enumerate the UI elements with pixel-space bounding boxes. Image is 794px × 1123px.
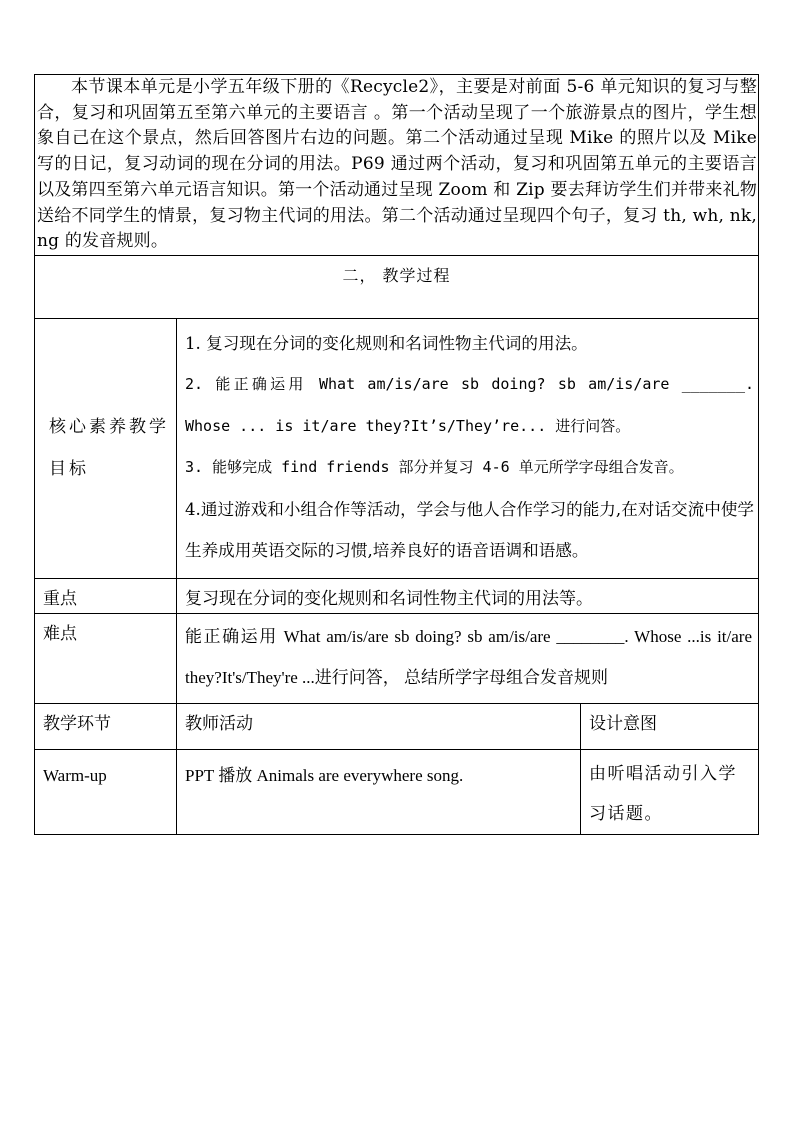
intro-cell bbox=[35, 75, 759, 256]
header-design-intent: 设计意图 bbox=[581, 703, 759, 749]
section-title-cell bbox=[35, 255, 759, 318]
objective-item: 1. 复习现在分词的变化规则和名词性物主代词的用法。 bbox=[185, 333, 588, 353]
table-row bbox=[35, 749, 759, 834]
lesson-plan-table bbox=[34, 74, 759, 835]
objective-item: 4.通过游戏和小组合作等活动，学会与他人合作学习的能力,在对话交流中使学生养成用英语交际的习惯,培养良好的语音语调和语感。 bbox=[185, 499, 755, 561]
header-teacher-activity: 教师活动 bbox=[177, 703, 581, 749]
header-stage: 教学环节 bbox=[35, 703, 177, 749]
activity-cell: PPT 播放 Animals are everywhere song. bbox=[177, 749, 581, 834]
difficulties-row bbox=[35, 613, 759, 703]
intro-row bbox=[35, 75, 759, 256]
process-header-row bbox=[35, 703, 759, 749]
stage-cell: Warm-up bbox=[35, 749, 177, 834]
key-points-row bbox=[35, 578, 759, 613]
difficulties-text: 能正确运用 What am/is/are sb doing? sb am/is/are ________. Whose ...is it/are they?It's/They're ...进行问答， 总结所学字母组合发音规则 bbox=[177, 613, 759, 703]
difficulties-label: 难点 bbox=[35, 613, 177, 703]
objectives-label: 核心素养教学目标 bbox=[35, 318, 177, 578]
objectives-row bbox=[35, 318, 759, 578]
intent-cell: 由听唱活动引入学习话题。 bbox=[581, 749, 759, 834]
section-title: 二， 教学过程 bbox=[342, 265, 451, 285]
key-points-text: 复习现在分词的变化规则和名词性物主代词的用法等。 bbox=[177, 578, 759, 613]
intro-paragraph: 本节课本单元是小学五年级下册的《Recycle2》，主要是对前面 5-6 单元知识的复习与整合，复习和巩固第五至第六单元的主要语言 。第一个活动呈现了一个旅游景点的图片，学生想象自己在这个景点，然后回答图片右边的问题。第二个活动通过呈现 Mike 的照片以及 Mike 写的日记，复习动词的现在分词的用法。P69 通过两个活动，复习和巩固第五单元的主要语言以及第四至第六单元语言知识。第一个活动通过呈现 Zoom 和 Zip 要去拜访学生们并带来礼物送给不同学生的情景，复习物主代词的用法。第二个活动通过呈现四个句子，复习 th, wh, nk, ng 的发音规则。 bbox=[37, 77, 758, 252]
section-title-row bbox=[35, 255, 759, 318]
objectives-list bbox=[177, 318, 759, 578]
objective-item: 2. 能正确运用 What am/is/are sb doing? sb am/is/are _______. Whose ... is it/are they?It’s/They’re... 进行问答。 bbox=[185, 375, 755, 435]
objective-item: 3. 能够完成 find friends 部分并复习 4-6 单元所学字母组合发音。 bbox=[185, 458, 684, 477]
key-points-label: 重点 bbox=[35, 578, 177, 613]
